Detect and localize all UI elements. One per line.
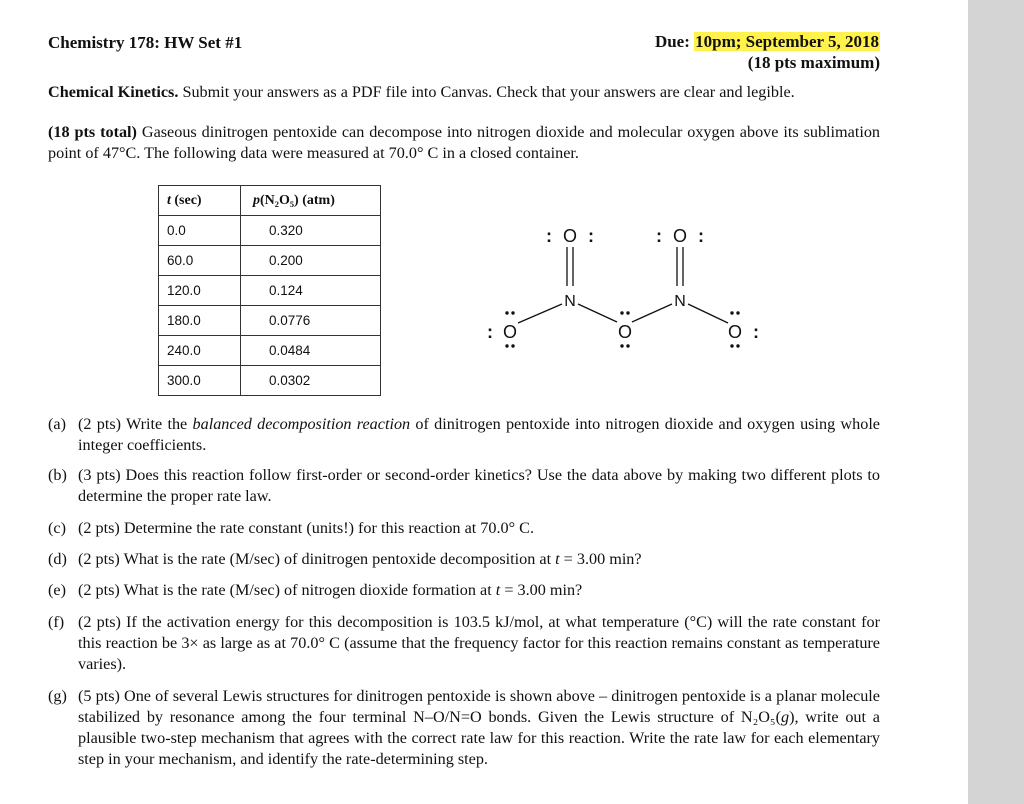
cell-time: 300.0 xyxy=(159,366,241,396)
table-row xyxy=(159,306,381,336)
n2o5-lewis-structure xyxy=(470,200,800,380)
intro-heading: Chemical Kinetics. xyxy=(48,83,179,101)
lone-pair: : xyxy=(487,322,493,342)
atom-oxygen: O xyxy=(562,226,578,246)
due-date: 10pm; September 5, 2018 xyxy=(695,32,879,51)
table-row xyxy=(159,246,381,276)
cell-time: 180.0 xyxy=(159,306,241,336)
problem-statement xyxy=(48,122,880,164)
intro-paragraph xyxy=(48,82,880,103)
cell-pressure: 0.124 xyxy=(241,276,381,306)
viewer-gutter xyxy=(968,0,1024,804)
table-header-row xyxy=(159,186,381,216)
table-row xyxy=(159,276,381,306)
question-e: (e) (2 pts) What is the rate (M/sec) of nitrogen dioxide formation at t = 3.00 min? xyxy=(48,581,583,599)
single-bond xyxy=(632,304,672,322)
table-row xyxy=(159,336,381,366)
question-g: (g) (5 pts) One of several Lewis structures for dinitrogen pentoxide is shown above – dinitrogen pentoxide is a planar molecule stabilized by resonance among the four terminal N–O/N=O bonds. Given the Lewis structure of N₂O₅(g), write out a plausible two-step mechanism that agrees with the correct rate law for this reaction. Write the rate law for each elementary step in your mechanism, and identify the rate-determining step. xyxy=(48,687,880,768)
single-bond xyxy=(518,304,562,323)
lone-pair: : xyxy=(588,226,594,246)
kinetics-data-table xyxy=(158,185,381,396)
table-row xyxy=(159,366,381,396)
lone-pair: : xyxy=(753,322,759,342)
cell-time: 120.0 xyxy=(159,276,241,306)
cell-pressure: 0.320 xyxy=(241,216,381,246)
atom-oxygen: O xyxy=(617,322,633,342)
question-c: (c) (2 pts) Determine the rate constant (units!) for this reaction at 70.0° C. xyxy=(48,519,534,537)
due-label: Due: xyxy=(654,32,690,51)
max-points: (18 pts maximum) xyxy=(747,53,880,72)
table-row xyxy=(159,216,381,246)
question-a: (a) (2 pts) Write the balanced decomposition reaction of dinitrogen pentoxide into nitrogen dioxide and oxygen using whole integer coefficients. xyxy=(48,415,880,454)
cell-time: 60.0 xyxy=(159,246,241,276)
question-d: (d) (2 pts) What is the rate (M/sec) of dinitrogen pentoxide decomposition at t = 3.00 min? xyxy=(48,550,642,568)
intro-instructions: Submit your answers as a PDF file into Canvas. Check that your answers are clear and legible. xyxy=(182,83,795,101)
single-bond xyxy=(688,304,728,323)
cell-pressure: 0.0302 xyxy=(241,366,381,396)
atom-nitrogen: N xyxy=(674,293,686,310)
atom-oxygen: O xyxy=(727,322,743,342)
lone-pair: : xyxy=(656,226,662,246)
cell-time: 240.0 xyxy=(159,336,241,366)
cell-pressure: 0.0484 xyxy=(241,336,381,366)
atom-oxygen: O xyxy=(502,322,518,342)
header-time: t (sec) xyxy=(159,186,241,216)
lone-pair: : xyxy=(546,226,552,246)
due-block xyxy=(655,31,880,73)
atom-nitrogen: N xyxy=(564,293,576,310)
question-b: (b) (3 pts) Does this reaction follow first-order or second-order kinetics? Use the data above by making two different plots to determine the proper rate law. xyxy=(48,466,880,505)
course-title: Chemistry 178: HW Set #1 xyxy=(48,33,243,52)
question-f: (f) (2 pts) If the activation energy for this decomposition is 103.5 kJ/mol, at what temperature (°C) will the rate constant for this reaction be 3× as large as at 70.0° C (assume that the frequency factor for this reaction remains constant as temperature varies). xyxy=(48,613,880,673)
atom-oxygen: O xyxy=(672,226,688,246)
cell-pressure: 0.200 xyxy=(241,246,381,276)
header-pressure: p(N₂O₅) (atm) xyxy=(241,186,381,216)
lone-pair: : xyxy=(698,226,704,246)
single-bond xyxy=(578,304,617,322)
problem-text: Gaseous dinitrogen pentoxide can decompose into nitrogen dioxide and molecular oxygen above its sublimation point of 47°C. The following data were measured at 70.0° C in a closed container. xyxy=(48,123,881,162)
cell-time: 0.0 xyxy=(159,216,241,246)
cell-pressure: 0.0776 xyxy=(241,306,381,336)
problem-points: (18 pts total) xyxy=(48,123,137,141)
